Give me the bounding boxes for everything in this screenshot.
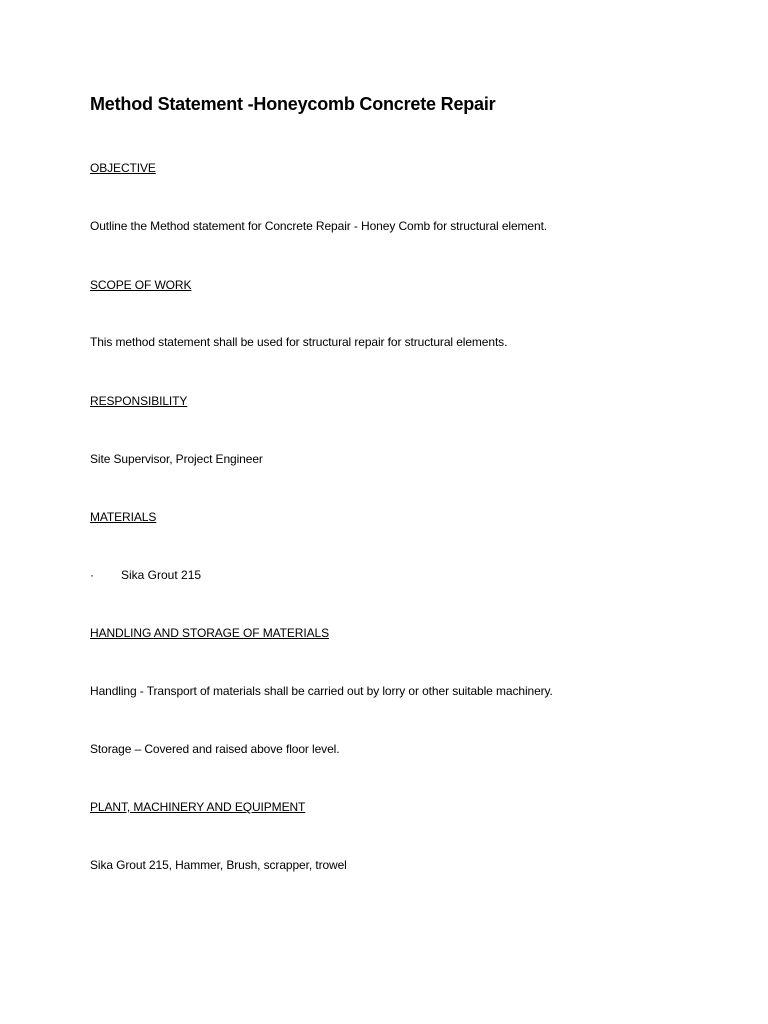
plant-heading: PLANT, MACHINERY AND EQUIPMENT — [90, 800, 306, 814]
document-title: Method Statement -Honeycomb Concrete Repair — [90, 94, 496, 114]
plant-text: Sika Grout 215, Hammer, Brush, scrapper, trowel — [90, 858, 347, 872]
materials-list-item — [90, 568, 201, 582]
scope-text: This method statement shall be used for structural repair for structural elements. — [90, 335, 508, 349]
handling-heading: HANDLING AND STORAGE OF MATERIALS — [90, 626, 329, 640]
handling-text: Handling - Transport of materials shall be carried out by lorry or other suitable machinery. — [90, 684, 553, 698]
storage-text: Storage – Covered and raised above floor level. — [90, 742, 340, 756]
responsibility-heading: RESPONSIBILITY — [90, 394, 188, 408]
objective-text: Outline the Method statement for Concrete Repair - Honey Comb for structural element. — [90, 219, 548, 233]
material-item-label: Sika Grout 215 — [121, 568, 202, 582]
objective-heading: OBJECTIVE — [90, 161, 156, 175]
bullet-icon: · — [90, 568, 94, 582]
responsibility-text: Site Supervisor, Project Engineer — [90, 452, 263, 466]
scope-heading: SCOPE OF WORK — [90, 278, 192, 292]
materials-heading: MATERIALS — [90, 510, 157, 524]
